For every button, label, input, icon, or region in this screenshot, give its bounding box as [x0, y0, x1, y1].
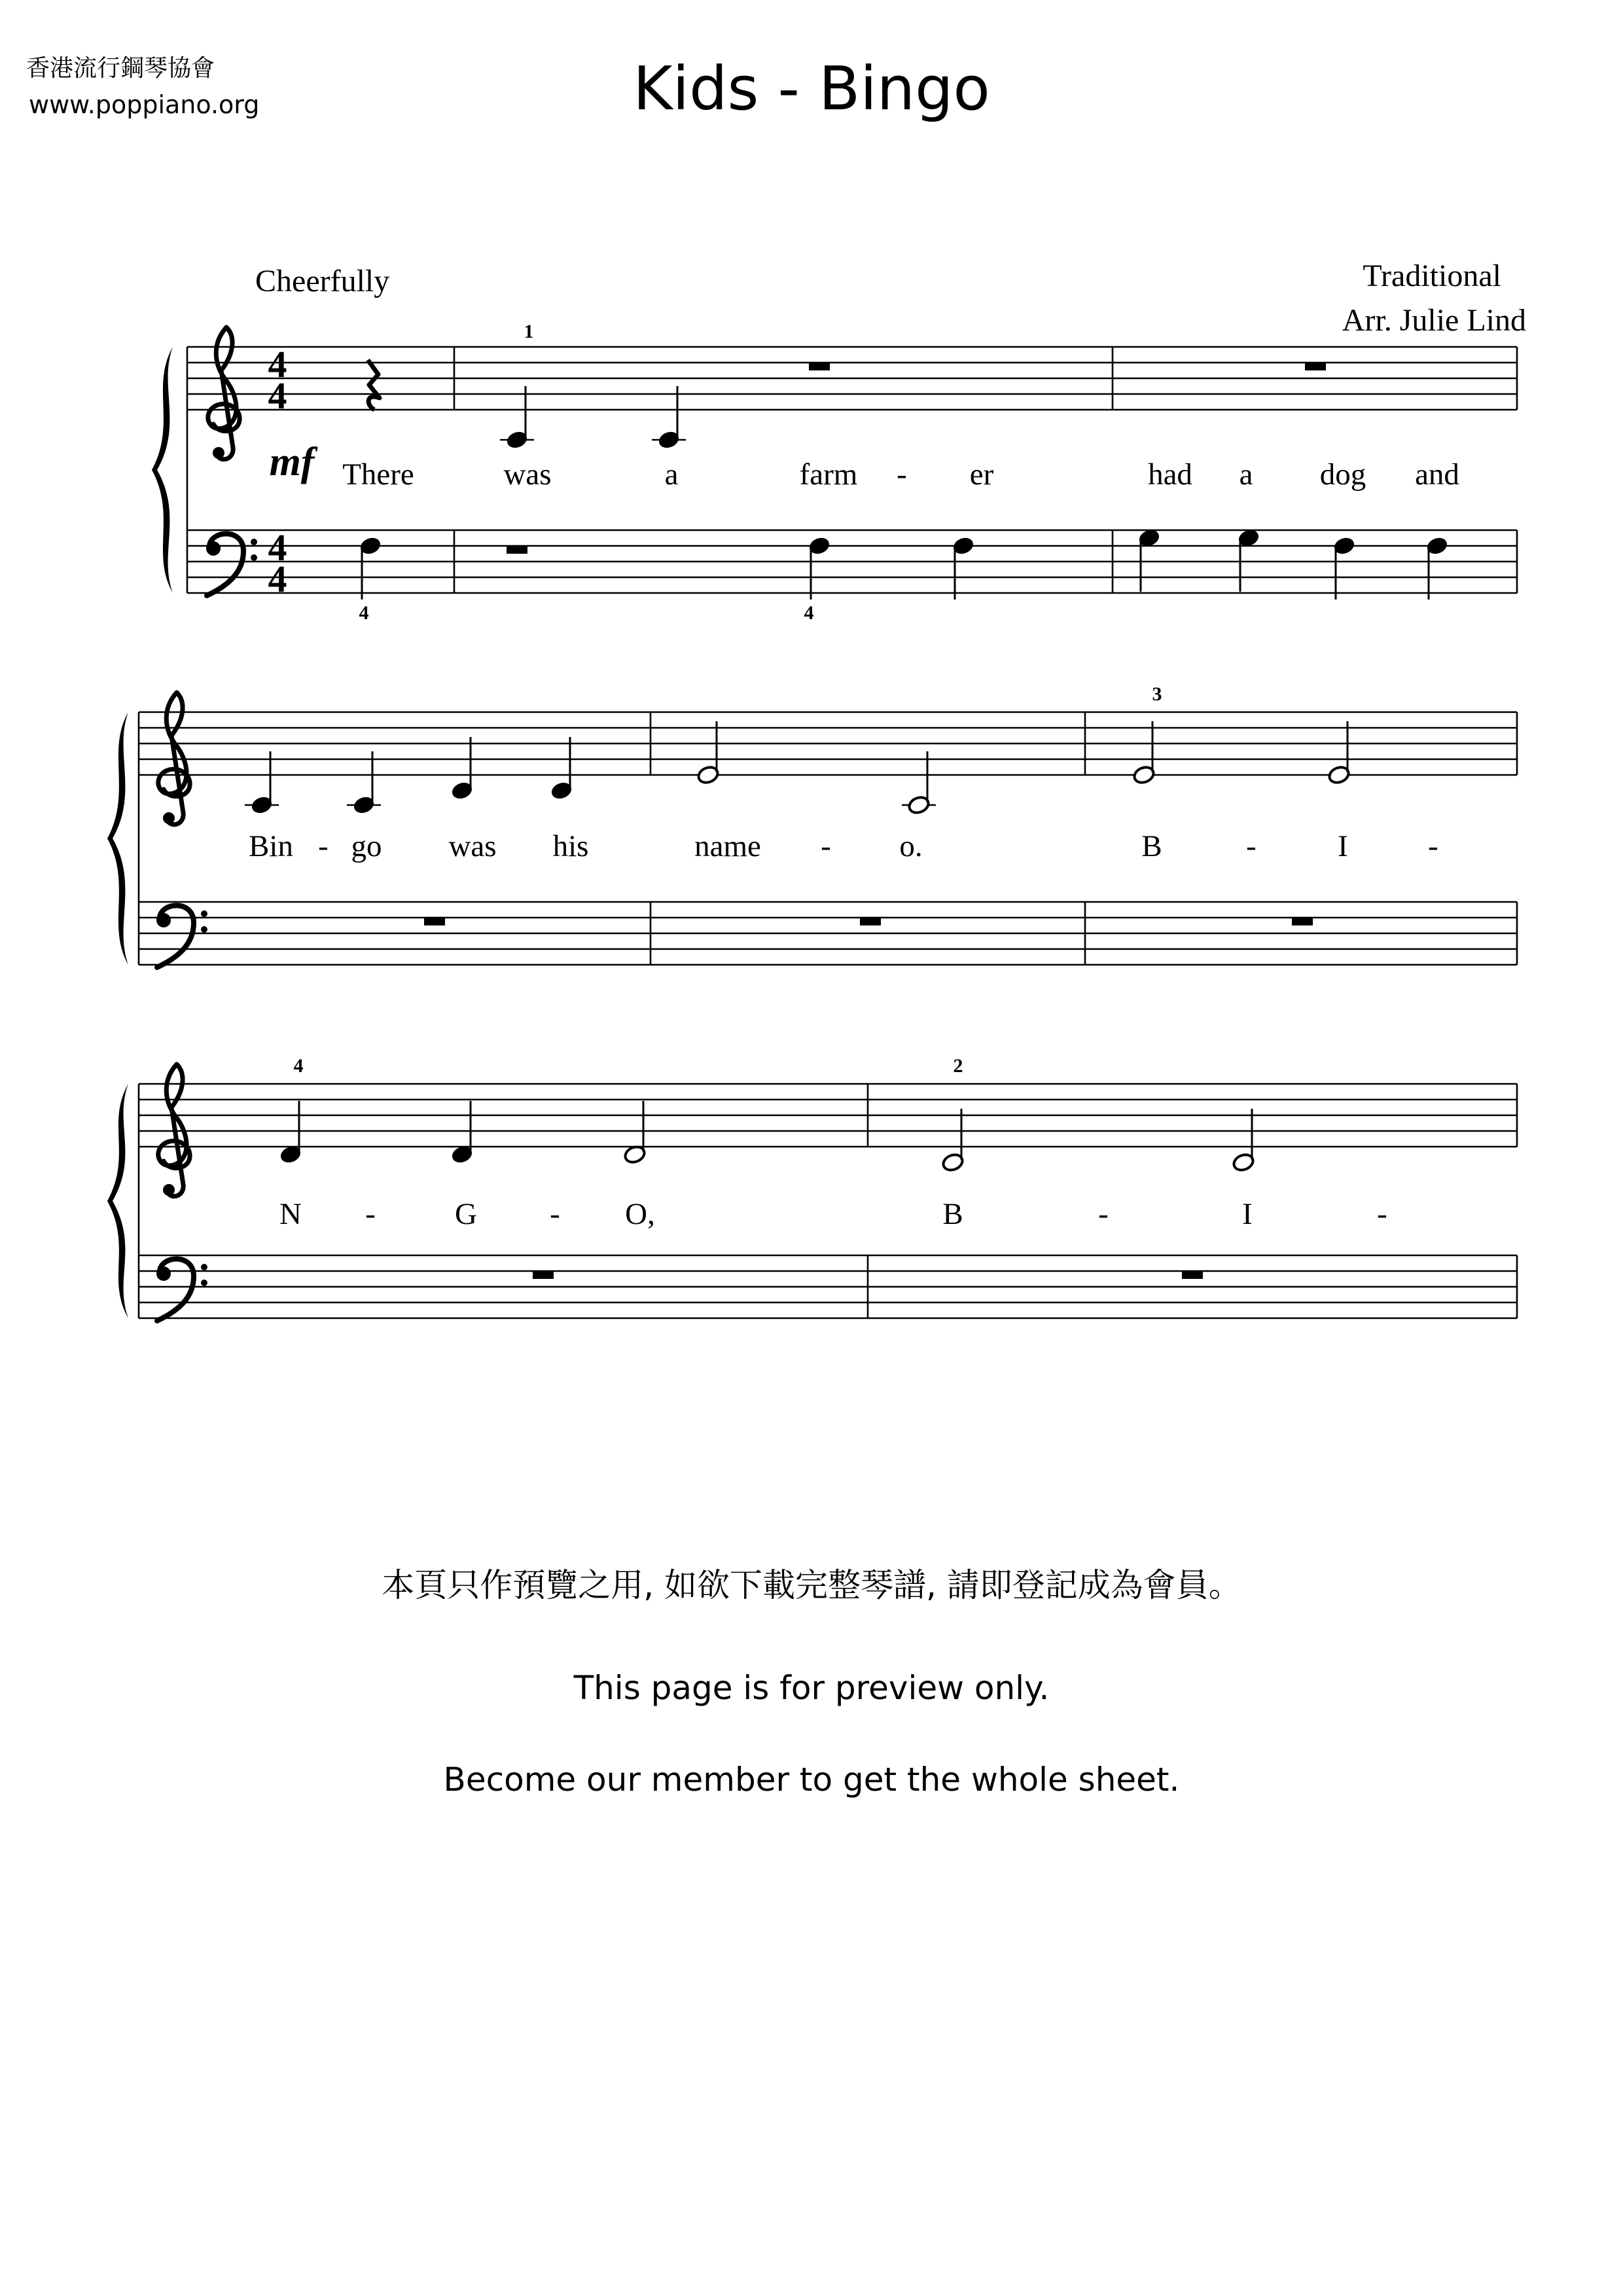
- lyric-syllable: -: [550, 1197, 560, 1231]
- lyric-syllable: There: [342, 457, 414, 492]
- note: [1425, 535, 1449, 600]
- whole-rest: [1292, 918, 1313, 925]
- brace: [152, 347, 173, 593]
- composer-credit: Traditional: [1363, 259, 1501, 293]
- lyric-syllable: was: [503, 457, 552, 492]
- note: [1137, 528, 1161, 592]
- page-title: Kids - Bingo: [633, 54, 990, 124]
- time-signature-bottom: 4: [268, 374, 287, 417]
- lyric-syllable: I: [1338, 829, 1348, 863]
- note: [1332, 535, 1356, 600]
- whole-rest: [533, 1271, 554, 1279]
- fingering-top: 4: [293, 1055, 304, 1077]
- lyric-syllable: was: [448, 829, 497, 863]
- lyric-syllable: -: [318, 829, 329, 863]
- bass-clef-icon: [156, 1259, 207, 1321]
- lyric-syllable: N: [279, 1197, 302, 1231]
- whole-rest: [1305, 363, 1326, 370]
- note: [450, 1101, 474, 1165]
- note: [279, 1101, 302, 1165]
- lyric-syllable: had: [1148, 457, 1192, 492]
- lyric-syllable: O,: [625, 1197, 655, 1231]
- bass-clef-icon: [206, 533, 257, 596]
- brace: [107, 712, 128, 965]
- lyric-syllable: er: [969, 457, 994, 492]
- brace: [107, 1084, 128, 1318]
- time-signature-top: 4: [268, 343, 287, 386]
- lyric-syllable: B: [942, 1197, 963, 1231]
- note: [1132, 721, 1156, 785]
- lyric-syllable: Bin: [249, 829, 293, 863]
- lyric-syllable: B: [1141, 829, 1162, 863]
- note: [359, 535, 382, 600]
- whole-rest: [1182, 1271, 1203, 1279]
- lyric-syllable: -: [365, 1197, 376, 1231]
- fingering-top: 2: [953, 1055, 963, 1077]
- whole-rest: [424, 918, 445, 925]
- note: [952, 535, 975, 600]
- lyric-syllable: -: [1428, 829, 1438, 863]
- lyric-syllable: -: [821, 829, 831, 863]
- whole-rest: [860, 918, 881, 925]
- time-signature-bottom: 4: [268, 558, 287, 600]
- lyric-syllable: name: [694, 829, 761, 863]
- lyric-syllable: -: [897, 457, 907, 492]
- note: [808, 535, 831, 600]
- note: [1327, 721, 1351, 785]
- note: [1237, 528, 1260, 592]
- lyric-syllable: a: [1239, 457, 1253, 492]
- fingering-bottom: 4: [359, 602, 369, 624]
- lyric-syllable: a: [664, 457, 679, 492]
- preview-notice-line2: Become our member to get the whole sheet.: [443, 1761, 1180, 1799]
- dynamic-marking: mf: [269, 440, 315, 484]
- site-url[interactable]: www.poppiano.org: [29, 90, 260, 119]
- lyric-syllable: -: [1246, 829, 1257, 863]
- system-3: [107, 1055, 1517, 1321]
- note: [657, 386, 681, 450]
- whole-rest: [507, 546, 527, 554]
- bass-clef-icon: [156, 905, 207, 967]
- note: [550, 737, 573, 801]
- note: [696, 721, 720, 785]
- fingering-bottom: 4: [804, 602, 814, 624]
- site-name-cn: 香港流行鋼琴協會: [26, 55, 215, 82]
- lyric-syllable: -: [1098, 1197, 1109, 1231]
- note: [450, 737, 474, 801]
- note: [505, 386, 529, 450]
- lyric-syllable: o.: [899, 829, 923, 863]
- note: [623, 1101, 647, 1165]
- quarter-rest: [368, 360, 380, 410]
- note: [1232, 1109, 1255, 1173]
- lyric-syllable: I: [1242, 1197, 1253, 1231]
- lyric-syllable: farm: [799, 457, 858, 492]
- lyric-syllable: G: [455, 1197, 477, 1231]
- arranger-credit: Arr. Julie Lind: [1342, 303, 1526, 338]
- note: [250, 751, 274, 816]
- preview-notice-cn: 本頁只作預覽之用, 如欲下載完整琴譜, 請即登記成為會員。: [382, 1566, 1241, 1604]
- note: [941, 1109, 965, 1173]
- lyric-syllable: -: [1377, 1197, 1387, 1231]
- time-signature-top: 4: [268, 526, 287, 569]
- system-2: [107, 683, 1517, 967]
- lyric-syllable: go: [351, 829, 382, 863]
- system-1: [152, 321, 1517, 624]
- lyric-syllable: and: [1415, 457, 1459, 492]
- lyric-syllable: dog: [1319, 457, 1366, 492]
- fingering-top: 1: [524, 321, 534, 342]
- lyric-syllable: his: [552, 829, 589, 863]
- fingering-top: 3: [1152, 683, 1162, 705]
- preview-notice-line1: This page is for preview only.: [573, 1669, 1050, 1707]
- whole-rest: [809, 363, 830, 370]
- note: [352, 751, 376, 816]
- note: [907, 751, 931, 816]
- score-systems: [107, 321, 1517, 1321]
- tempo-marking: Cheerfully: [255, 264, 390, 298]
